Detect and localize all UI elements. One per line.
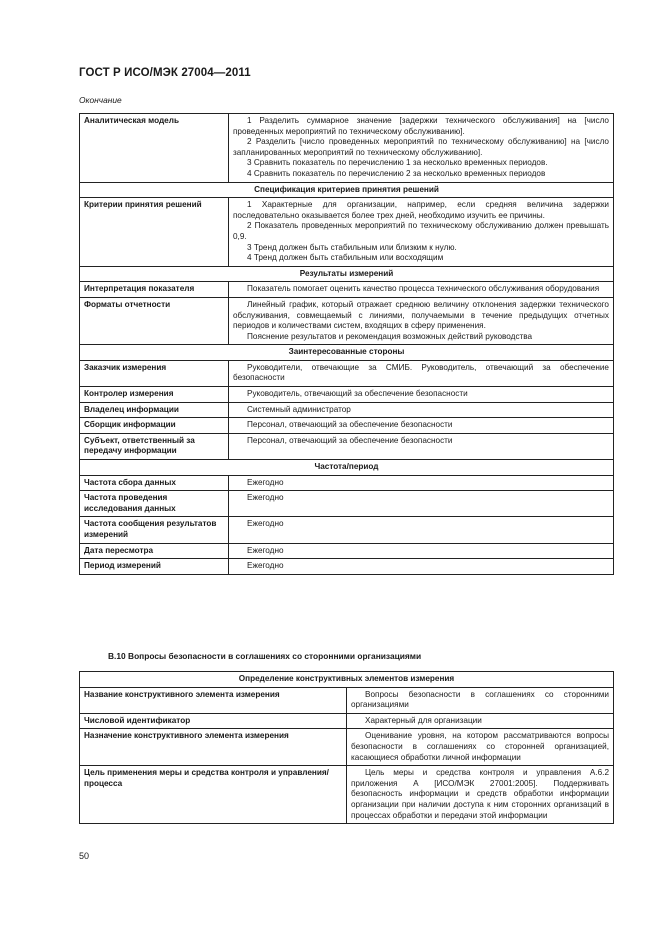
row-text: Персонал, отвечающий за обеспечение безопасности [247,420,453,430]
row-label: Критерии принятия решений [80,198,229,267]
row-label: Субъект, ответственный за передачу информации [80,433,229,459]
section-row [80,672,614,688]
row-value [347,687,614,713]
table-row [80,559,614,575]
table-row [80,198,614,267]
analytic-line: 3 Сравнить показатель по перечислению 1 за несколько временных периодов. [247,158,548,168]
row-text: Оценивание уровня, на котором рассматриваются вопросы безопасности в соглашениях со сторонней организацией, касающиеся обработки личной информации [351,731,609,762]
row-text: Системный администратор [247,404,351,414]
row-text: Ежегодно [247,477,284,487]
table-row [80,475,614,491]
section-row [80,345,614,361]
measurement-table [79,113,614,575]
row-label: Период измерений [80,559,229,575]
row-label: Частота сбора данных [80,475,229,491]
row-label: Контролер измерения [80,387,229,403]
row-text: Ежегодно [247,545,284,555]
row-label: Название конструктивного элемента измерения [80,687,347,713]
row-label: Частота сообщения результатов измерений [80,517,229,543]
table-row [80,491,614,517]
row-value [229,491,614,517]
table-row [80,418,614,434]
row-value [347,766,614,824]
continuation-label: Окончание [79,95,122,105]
section-row [80,266,614,282]
table-row [80,766,614,824]
row-label: Аналитическая модель [80,114,229,183]
criteria-line: 3 Тренд должен быть стабильным или близким к нулю. [247,242,457,252]
row-label: Частота проведения исследования данных [80,491,229,517]
row-label: Числовой идентификатор [80,713,347,729]
table-row [80,114,614,183]
row-text: Ежегодно [247,493,284,503]
row-value [229,402,614,418]
row-text: Руководители, отвечающие за СМИБ. Руководитель, отвечающий за обеспечение безопасности [233,362,609,383]
row-label: Заказчик измерения [80,360,229,386]
row-value [347,713,614,729]
analytic-line: 4 Сравнить показатель по перечислению 2 за несколько временных периодов [247,168,546,178]
row-value [229,418,614,434]
table-row [80,713,614,729]
section-heading: Заинтересованные стороны [80,345,614,361]
row-text: Руководитель, отвечающий за обеспечение безопасности [247,389,468,399]
page-number: 50 [79,851,90,861]
table-row [80,543,614,559]
row-value [229,559,614,575]
table-row [80,282,614,298]
row-text: Ежегодно [247,561,284,571]
row-label: Владелец информации [80,402,229,418]
table-row [80,517,614,543]
table-row [80,297,614,344]
table-row [80,729,614,766]
row-label: Форматы отчетности [80,297,229,344]
section-row [80,460,614,476]
section-row [80,182,614,198]
row-value [229,198,614,267]
row-value [229,387,614,403]
table-row [80,402,614,418]
table-row [80,387,614,403]
row-value [229,360,614,386]
row-text: Цель меры и средства контроля и управления А.6.2 приложения А [ИСО/МЭК 27001:2005]. Поддерживать безопасность информации и средств обработки информации организации при наличии доступа к ним сторонних организаций в процессах обработки и передачи этой информации [351,768,609,820]
table-row [80,360,614,386]
row-text: Вопросы безопасности в соглашениях со сторонними организациями [351,689,609,710]
row-text: Показатель помогает оценить качество процесса технического обслуживания оборудования [247,284,600,294]
row-label: Дата пересмотра [80,543,229,559]
row-value [229,282,614,298]
section-heading: Частота/период [80,460,614,476]
row-text: Ежегодно [247,519,284,529]
row-text: Персонал, отвечающий за обеспечение безопасности [247,435,453,445]
analytic-line: 2 Разделить [число проведенных мероприятий по техническому обслуживанию] на [число запланированных мероприятий по техническому обслуживанию]. [233,137,609,157]
criteria-line: 2 Показатель проведенных мероприятий по техническому обслуживанию должен превышать 0,9. [233,221,609,241]
criteria-line: 1 Характерные для организации, например, если средняя величина задержки последовательно оказывается более трех дней, необходимо изучить ее причины. [233,200,609,220]
document-header: ГОСТ Р ИСО/МЭК 27004—2011 [79,67,251,79]
row-value [347,729,614,766]
section-heading: Спецификация критериев принятия решений [80,182,614,198]
row-value [229,114,614,183]
row-label: Назначение конструктивного элемента измерения [80,729,347,766]
subsection-title: В.10 Вопросы безопасности в соглашениях со сторонними организациями [108,651,422,661]
section-heading: Определение конструктивных элементов измерения [80,672,614,688]
row-label: Сборщик информации [80,418,229,434]
row-value [229,475,614,491]
row-text: Характерный для организации [365,715,482,725]
table-row [80,687,614,713]
format-line: Пояснение результатов и рекомендация возможных действий руководства [247,331,533,341]
section-heading: Результаты измерений [80,266,614,282]
row-value [229,543,614,559]
table-row [80,433,614,459]
format-line: Линейный график, который отражает среднюю величину отклонения задержки технического обслуживания, совмещаемый с линиями, получаемыми в течение предыдущих отчетных периодов и количествами систем, входящих в сферу применения. [233,299,609,331]
row-value [229,517,614,543]
row-value [229,433,614,459]
row-label: Интерпретация показателя [80,282,229,298]
analytic-line: 1 Разделить суммарное значение [задержки технического обслуживания] на [число проведенных мероприятий по техническому обслуживанию]. [233,116,609,136]
construct-table [79,671,614,824]
criteria-line: 4 Тренд должен быть стабильным или восходящим [247,253,444,263]
row-value [229,297,614,344]
row-label: Цель применения меры и средства контроля и управления/процесса [80,766,347,824]
